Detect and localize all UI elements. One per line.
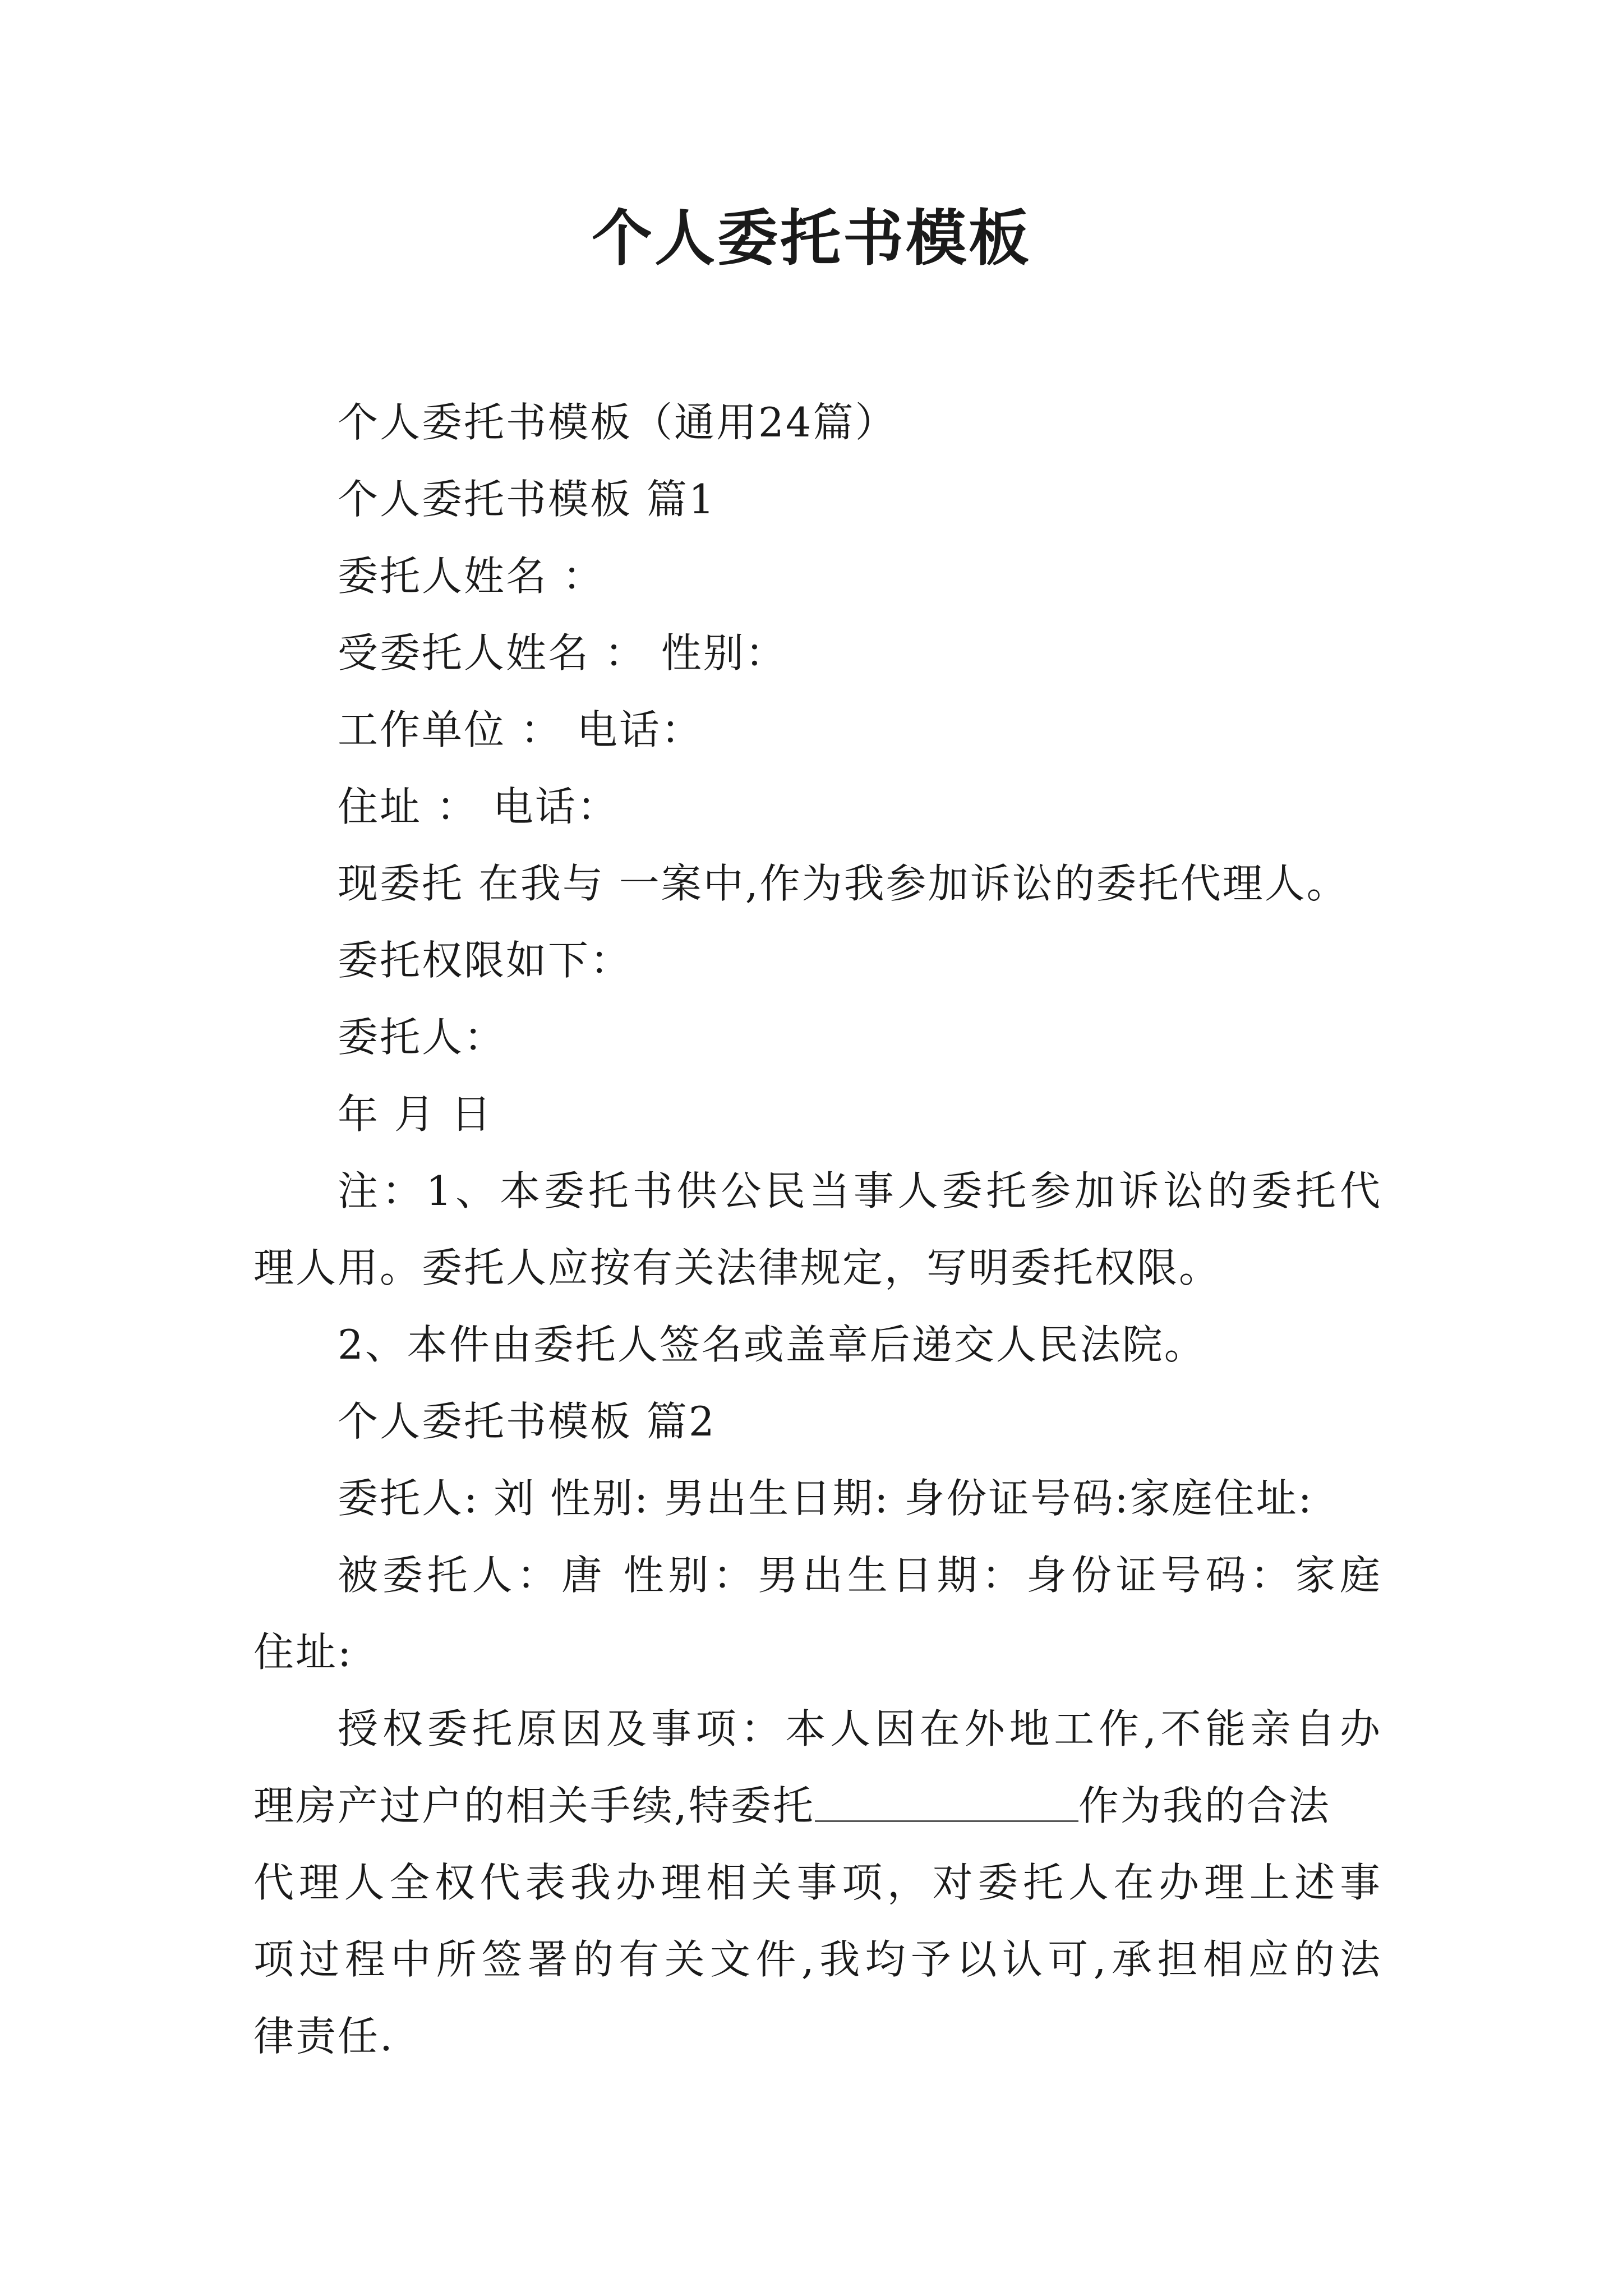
text-line: 委托人: 刘 性别: 男出生日期: 身份证号码:家庭住址: — [338, 1475, 1313, 1522]
text-segment: 被委托人：唐 性别：男出生日期：身份证号码：家庭 — [338, 1552, 1382, 1599]
text-line: 受委托人姓名 ： 性别： — [338, 629, 787, 677]
text-line: 住址 ： 电话： — [338, 783, 619, 830]
text-line: 现委托 在我与 一案中,作为我参加诉讼的委托代理人。 — [338, 860, 1349, 907]
date-line: 年 月 日 — [338, 1091, 493, 1138]
text-line: 律责任. — [253, 2013, 394, 2060]
text-segment: 理房产过户的相关手续,特委托 — [253, 1782, 815, 1829]
text-line — [253, 1921, 1382, 1998]
text-segment: 作为我的合法 — [1078, 1782, 1331, 1829]
note-text: 注：1、本委托书供公民当事人委托参加诉讼的委托代 — [338, 1167, 1382, 1214]
text-segment: 项过程中所签署的有关文件,我均予以认可,承担相应的法 — [253, 1936, 1382, 1983]
text-segment: 代理人全权代表我办理相关事项，对委托人在办理上述事 — [253, 1859, 1382, 1906]
text-line — [253, 1537, 1382, 1614]
text-line — [253, 1844, 1382, 1921]
note-line — [253, 1153, 1382, 1230]
fill-in-blank — [815, 1787, 1078, 1822]
text-line: 委托人： — [338, 1014, 506, 1061]
note-line: 2、本件由委托人签名或盖章后递交人民法院。 — [338, 1321, 1206, 1368]
intro-line: 个人委托书模板（通用24篇） — [338, 399, 897, 446]
document-title: 个人委托书模板 — [591, 203, 1031, 274]
text-line: 委托权限如下： — [338, 937, 633, 984]
text-line: 委托人姓名 ： — [338, 553, 605, 600]
note-line: 理人用。委托人应按有关法律规定，写明委托权限。 — [253, 1244, 1221, 1291]
text-line: 工作单位 ： 电话： — [338, 706, 703, 753]
section-heading-2: 个人委托书模板 篇2 — [338, 1398, 716, 1445]
section-heading-1: 个人委托书模板 篇1 — [338, 476, 716, 523]
text-line — [253, 1768, 1382, 1844]
text-segment: 授权委托原因及事项：本人因在外地工作,不能亲自办 — [338, 1705, 1382, 1752]
text-line — [253, 1691, 1382, 1768]
text-line: 住址: — [253, 1628, 353, 1676]
